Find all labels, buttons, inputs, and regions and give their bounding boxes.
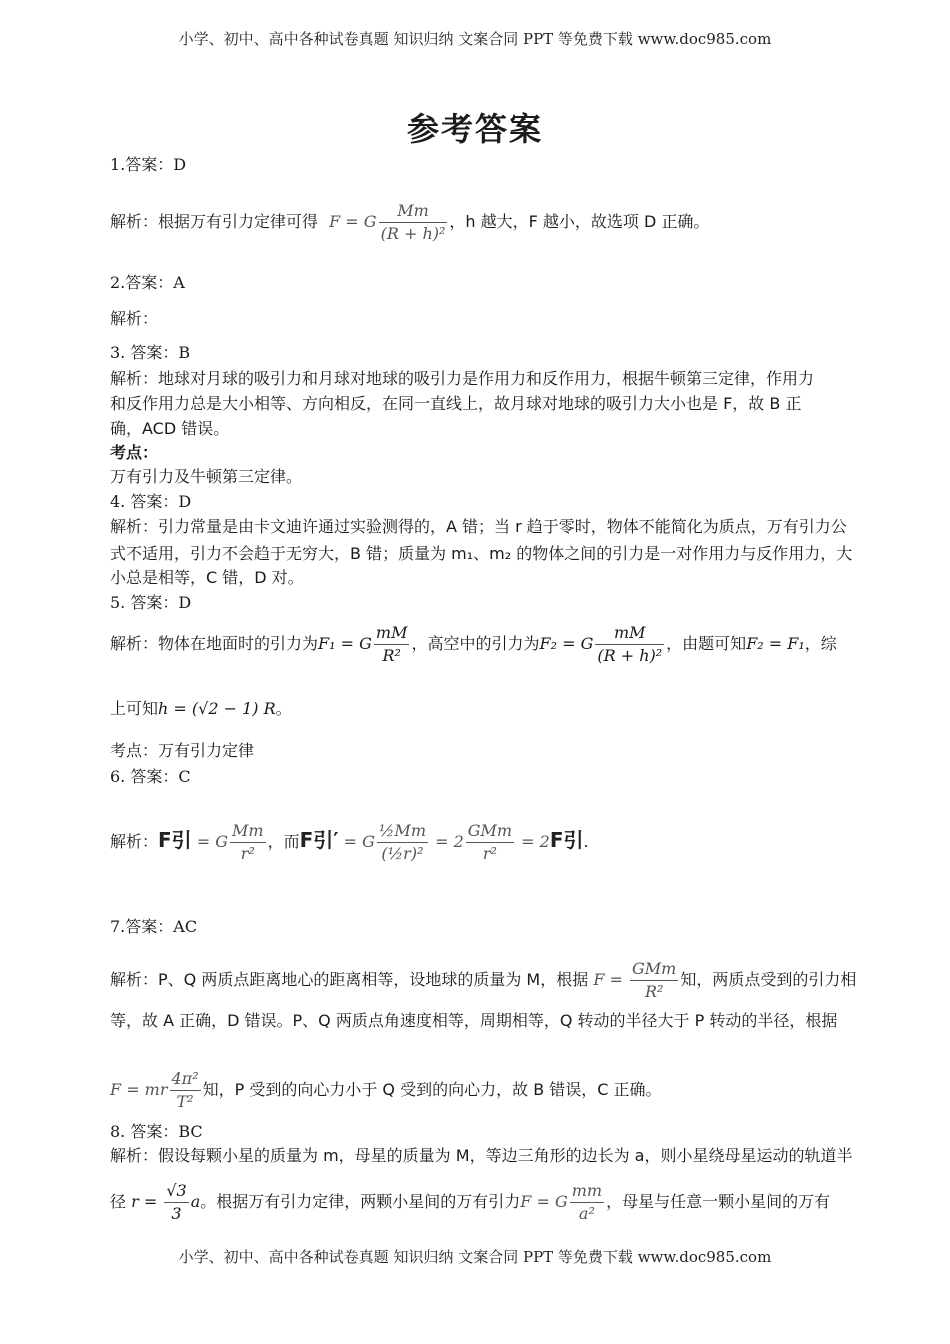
q1-formula: F = G $\frac{Mm}{\text{(R + h)²}}$ <box>329 201 446 243</box>
q3-line-2: 和反作用力总是大小相等、方向相反，在同一直线上，故月球对地球的吸引力大小也是 F，故 B 正 <box>110 394 802 413</box>
q1-answer: 1.答案：D <box>110 155 187 174</box>
page-footer: 小学、初中、高中各种试卷真题 知识归纳 文案合同 PPT 等免费下载 www.doc985.com <box>178 1248 772 1266</box>
q8-formula-r: r = $\frac{√3}{3}$ a <box>126 1181 201 1223</box>
q5-formula-f1: F₁ = G $\frac{mM}{\text{R²}}$ <box>318 623 408 665</box>
q5-explanation-1: 解析：物体在地面时的引力为F₁ = G $\frac{mM}{\text{R²}}$ ，高空中的引力为F₂ = G $\frac{mM}{\text{(R + h)²}}$ ，由题可知F₂ = F₁，综 <box>110 623 837 665</box>
q4-line-1: 解析：引力常量是由卡文迪许通过实验测得的，A 错；当 r 趋于零时，物体不能简化为质点，万有引力公 <box>110 517 847 536</box>
q8-answer: 8. 答案：BC <box>110 1122 203 1141</box>
page-header: 小学、初中、高中各种试卷真题 知识归纳 文案合同 PPT 等免费下载 www.doc985.com <box>178 30 772 48</box>
q7-formula-1: F = $\frac{\text{GMm}}{\text{R²}}$ <box>588 959 677 1001</box>
q3-answer: 3. 答案：B <box>110 343 191 362</box>
q8-formula-f: F = G $\frac{mm}{\text{a²}}$ <box>520 1181 603 1223</box>
q7-line-1: 解析：P、Q 两质点距离地心的距离相等，设地球的质量为 M，根据 F = $\frac{\text{GMm}}{\text{R²}}$ 知，两质点受到的引力相 <box>110 959 857 1001</box>
q2-answer: 2.答案：A <box>110 273 185 292</box>
q4-line-3: 小总是相等，C 错，D 对。 <box>110 568 304 587</box>
q7-line-2: 等，故 A 正确，D 错误。P、Q 两质点角速度相等，周期相等，Q 转动的半径大于 P 转动的半径，根据 <box>110 1011 838 1030</box>
q3-kaodian-label: 考点： <box>110 443 159 462</box>
q5-formula-f2: F₂ = G $\frac{mM}{\text{(R + h)²}}$ <box>539 623 663 665</box>
q7-line-3: F = mr $\frac{\text{4π²}}{\text{T²}}$ 知，P 受到的向心力小于 Q 受到的向心力，故 B 错误，C 正确。 <box>110 1069 662 1111</box>
page-title: 参考答案 <box>406 110 543 148</box>
q3-line-3: 确，ACD 错误。 <box>110 419 230 438</box>
q5-kaodian: 考点：万有引力定律 <box>110 741 255 760</box>
q6-answer: 6. 答案：C <box>110 767 191 786</box>
q5-answer: 5. 答案：D <box>110 593 192 612</box>
q5-formula-eq: F₂ = F₁ <box>746 634 805 653</box>
q6-f-yin-2: F引 <box>549 828 584 852</box>
q3-line-1: 解析：地球对月球的吸引力和月球对地球的吸引力是作用力和反作用力，根据牛顿第三定律，作用力 <box>110 369 815 388</box>
q6-formula-2: = G $\frac{\text{½Mm}}{\text{(½r)²}}$ = 2 $\frac{\text{GMm}}{\text{r²}}$ = 2 <box>338 821 550 863</box>
q6-f-yin-prime: F引′ <box>299 828 339 852</box>
q6-formula-1: = G $\frac{Mm}{\text{r²}}$ <box>191 821 264 863</box>
q8-line-2: 径 r = $\frac{√3}{3}$ a。根据万有引力定律，两颗小星间的万有引力F = G $\frac{mm}{\text{a²}}$ ，母星与任意一颗小星间的万有 <box>110 1181 831 1223</box>
q3-kaodian-text: 万有引力及牛顿第三定律。 <box>110 467 303 486</box>
q1-explanation: 解析：根据万有引力定律可得 F = G $\frac{Mm}{\text{(R + h)²}}$ ，h 越大，F 越小，故选项 D 正确。 <box>110 201 710 243</box>
q5-explanation-2: 上可知h = (√2 − 1) R。 <box>110 699 292 718</box>
q4-answer: 4. 答案：D <box>110 492 192 511</box>
q5-formula-h: h = (√2 − 1) R <box>158 699 276 718</box>
q7-answer: 7.答案：AC <box>110 917 198 936</box>
q6-explanation: 解析：F引 = G $\frac{Mm}{\text{r²}}$ ，而F引′ = G $\frac{\text{½Mm}}{\text{(½r)²}}$ = 2 $\frac{\text{GMm}}{\text{r²}}$ = 2F引. <box>110 821 589 863</box>
q4-line-2: 式不适用，引力不会趋于无穷大，B 错；质量为 m₁、m₂ 的物体之间的引力是一对作用力与反作用力，大 <box>110 544 853 563</box>
q2-explanation: 解析： <box>110 309 159 328</box>
q8-line-1: 解析：假设每颗小星的质量为 m，母星的质量为 M，等边三角形的边长为 a，则小星绕母星运动的轨道半 <box>110 1146 853 1165</box>
q6-f-yin: F引 <box>158 828 192 852</box>
q7-formula-2: F = mr $\frac{\text{4π²}}{\text{T²}}$ <box>110 1069 199 1111</box>
